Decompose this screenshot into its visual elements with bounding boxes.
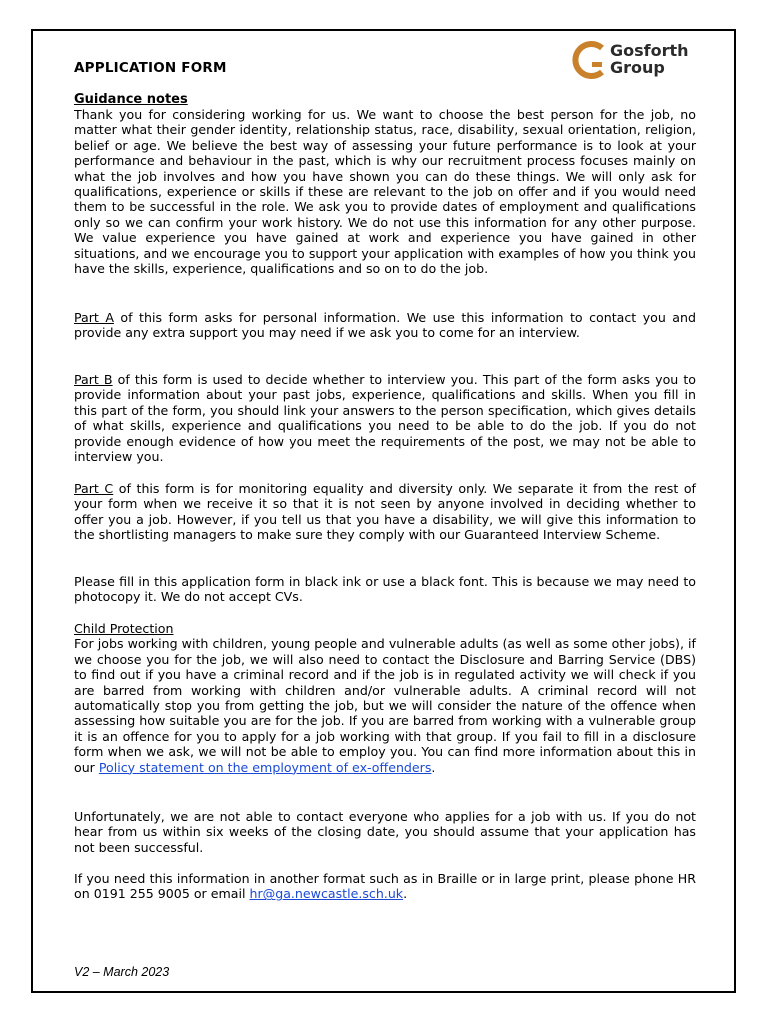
part-c-paragraph: [74, 481, 696, 543]
part-c-text: of this form is for monitoring equality and diversity only. We separate it from the rest of your form when we receive it so that it is not seen by anyone involved in deciding whether to offer you a job. However, if you tell us that you have a disability, we will give this information to the shortlisting managers to make sure they comply with our Guaranteed Interview Scheme.: [74, 481, 696, 543]
child-protection-heading: Child Protection: [74, 621, 174, 636]
part-a-paragraph: [74, 310, 696, 341]
alt-format-end: .: [403, 886, 408, 902]
alt-format-text: If you need this information in another format such as in Braille or in large print, please phone HR on 0191 255 9005 or email: [74, 871, 696, 902]
part-b-paragraph: [74, 372, 696, 464]
part-a-text: of this form asks for personal information. We use this information to contact you and provide any extra support you may need if we ask you to come for an interview.: [74, 310, 696, 341]
guidance-heading: Guidance notes: [74, 92, 188, 107]
logo-line-1: Gosforth: [610, 41, 689, 60]
page-title: APPLICATION FORM: [74, 60, 227, 76]
part-b-text: of this form is used to decide whether to interview you. This part of the form asks you to provide information about your past jobs, experience, qualifications and skills. When you fill in this part of the form, you should link your answers to the person specification, which gives details of what skills, experience and qualifications you need to be able to do the job. If you do not provide enough evidence of how you meet the requirements of the post, we may not be able to interview you.: [74, 372, 696, 465]
ink-note-paragraph: Please fill in this application form in black ink or use a black font. This is because we may need to photocopy it. We do not accept CVs.: [74, 574, 696, 605]
part-a-label: Part A: [74, 310, 114, 325]
version-footer: V2 – March 2023: [74, 965, 170, 979]
alt-format-paragraph: [74, 871, 696, 902]
hr-email-link[interactable]: hr@ga.newcastle.sch.uk: [249, 886, 404, 902]
guidance-intro: Thank you for considering working for us. We want to choose the best person for the job, no matter what their gender identity, relationship status, race, disability, sexual orientation, religion, belief or age. We believe the best way of assessing your future performance is to look at your performance and behaviour in the past, which is why our recruitment process focuses mainly on what the job involves and how you have shown you can do these things. We will only ask for qualifications, experience or skills if these are relevant to the job on offer and if you would need them to be successful in the role. We ask you to provide dates of employment and qualifications only so we can confirm your work history. We do not use this information for any other purpose. We value experience you have gained at work and experience you have gained in other situations, and we encourage you to support your application with examples of how you think you have the skills, experience, qualifications and so on to do the job.: [74, 107, 696, 277]
part-c-label: Part C: [74, 481, 114, 496]
child-protection-end: .: [431, 759, 436, 775]
logo-line-2: Group: [610, 58, 665, 77]
not-contacted-paragraph: Unfortunately, we are not able to contact everyone who applies for a job with us. If you do not hear from us within six weeks of the closing date, you should assume that your application has not been successful.: [74, 809, 696, 855]
gosforth-group-logo: [572, 40, 700, 84]
logo-wordmark: [610, 42, 689, 76]
child-protection-section: [74, 621, 696, 775]
ex-offenders-policy-link[interactable]: Policy statement on the employment of ex-offenders: [98, 759, 432, 775]
part-b-label: Part B: [74, 372, 113, 387]
child-protection-text: For jobs working with children, young people and vulnerable adults (as well as some other jobs), if we choose you for the job, we will also need to contact the Disclosure and Barring Service (DBS) to find out if you have a criminal record and if the job is in regulated activity we will check if you are barred from working with children and/or vulnerable adults. A criminal record will not automatically stop you from getting the job, but we will consider the nature of the offence when assessing how suitable you are for the job. If you are barred from working with a vulnerable group it is an offence for you to apply for a job working with that group. If you fail to fill in a disclosure form when we ask, we will not be able to employ you. You can find more information about this in our: [74, 636, 696, 775]
gosforth-logo-icon: [572, 40, 606, 80]
